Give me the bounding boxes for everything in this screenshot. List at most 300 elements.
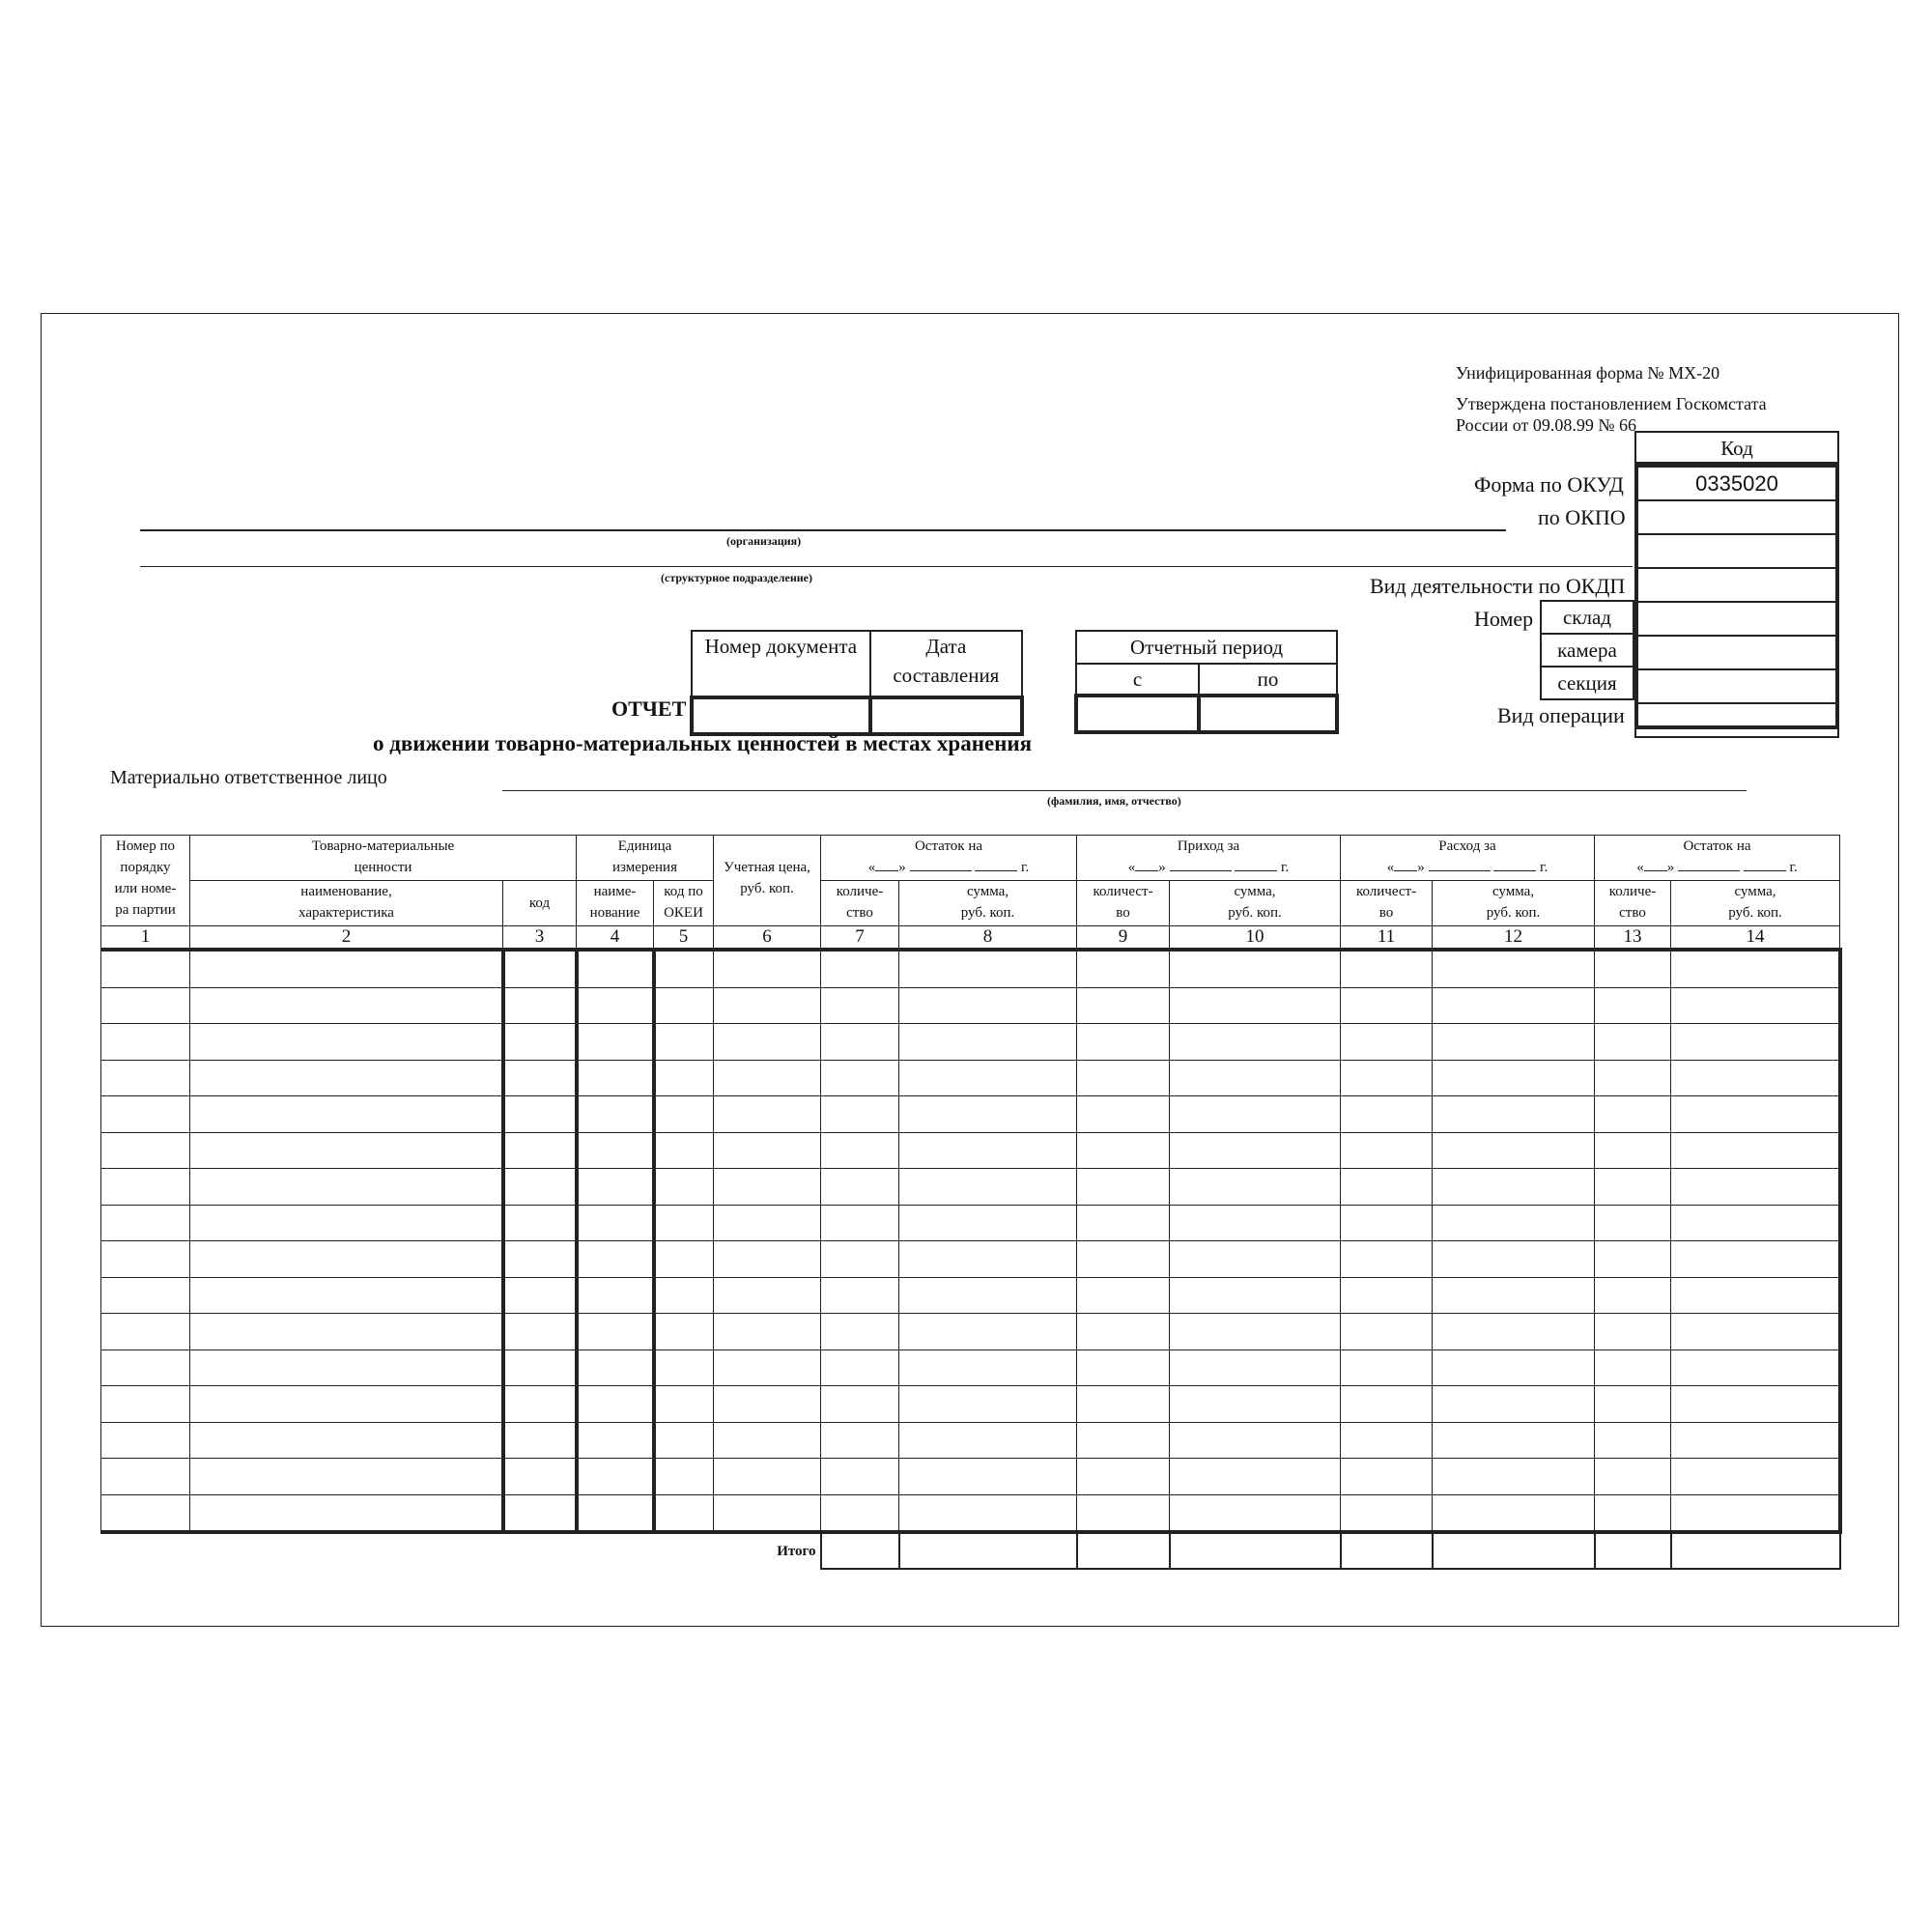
table-cell[interactable] (899, 987, 1077, 1024)
table-cell[interactable] (1671, 1060, 1840, 1096)
table-cell[interactable] (1595, 1096, 1671, 1133)
table-cell[interactable] (1077, 1350, 1170, 1386)
table-cell[interactable] (654, 1350, 714, 1386)
table-cell[interactable] (1671, 950, 1840, 987)
table-cell[interactable] (899, 1386, 1077, 1423)
table-cell[interactable] (101, 987, 190, 1024)
column-number: 10 (1170, 926, 1341, 951)
table-cell[interactable] (1077, 1060, 1170, 1096)
table-cell[interactable] (1170, 1024, 1341, 1061)
table-cell[interactable] (1433, 1169, 1595, 1206)
responsible-person-line[interactable] (502, 790, 1747, 791)
table-cell[interactable] (899, 950, 1077, 987)
table-cell[interactable] (577, 1060, 654, 1096)
table-cell[interactable] (190, 1096, 503, 1133)
organization-caption: (организация) (726, 534, 802, 548)
table-cell[interactable] (714, 1350, 821, 1386)
table-cell[interactable] (101, 1024, 190, 1061)
total-cell[interactable] (1433, 1532, 1595, 1569)
table-cell[interactable] (1595, 1169, 1671, 1206)
table-cell[interactable] (1433, 1060, 1595, 1096)
column-number: 7 (821, 926, 899, 951)
total-cell[interactable] (1595, 1532, 1671, 1569)
table-cell[interactable] (1433, 1350, 1595, 1386)
col-3-header: код (503, 881, 577, 926)
table-cell[interactable] (1341, 1314, 1433, 1350)
table-cell[interactable] (101, 1277, 190, 1314)
table-cell[interactable] (503, 1459, 577, 1495)
column-number: 1 (101, 926, 190, 951)
table-row (101, 1241, 1840, 1278)
table-cell[interactable] (1433, 1132, 1595, 1169)
table-cell[interactable] (821, 1024, 899, 1061)
table-cell[interactable] (1671, 1096, 1840, 1133)
table-cell[interactable] (1341, 1422, 1433, 1459)
balance-start-group-header: Остаток на « » г. (821, 836, 1077, 881)
goods-movement-table (100, 835, 1842, 1570)
column-number: 11 (1341, 926, 1433, 951)
table-cell[interactable] (821, 1459, 899, 1495)
table-cell[interactable] (577, 1205, 654, 1241)
table-cell[interactable] (654, 1422, 714, 1459)
table-cell[interactable] (101, 1386, 190, 1423)
section-code-field[interactable] (1635, 669, 1838, 703)
table-cell[interactable] (714, 1205, 821, 1241)
unit-group-header: Единица измерения (577, 836, 714, 881)
table-cell[interactable] (1433, 1386, 1595, 1423)
total-row (101, 1532, 1840, 1569)
table-cell[interactable] (190, 1205, 503, 1241)
form-approval-note: Утверждена постановлением Госкомстата (1456, 394, 1767, 413)
table-cell[interactable] (1671, 1386, 1840, 1423)
table-cell[interactable] (654, 1169, 714, 1206)
table-cell[interactable] (190, 1422, 503, 1459)
table-cell[interactable] (503, 950, 577, 987)
table-cell[interactable] (577, 1169, 654, 1206)
table-cell[interactable] (1671, 1241, 1840, 1278)
table-cell[interactable] (1341, 1024, 1433, 1061)
table-cell[interactable] (1077, 1314, 1170, 1350)
table-cell[interactable] (503, 1494, 577, 1532)
table-cell[interactable] (1170, 1241, 1341, 1278)
table-cell[interactable] (1433, 1024, 1595, 1061)
table-cell[interactable] (577, 1277, 654, 1314)
col-9-header: количест- во (1077, 881, 1170, 926)
table-cell[interactable] (899, 1024, 1077, 1061)
table-cell[interactable] (101, 1060, 190, 1096)
table-cell[interactable] (1341, 1060, 1433, 1096)
col-1-header: Номер по порядку или номе- ра партии (101, 836, 190, 926)
table-cell[interactable] (654, 1386, 714, 1423)
column-number: 8 (899, 926, 1077, 951)
table-cell[interactable] (1595, 1314, 1671, 1350)
table-cell[interactable] (1595, 1060, 1671, 1096)
okdp-code-field[interactable] (1635, 568, 1838, 602)
okud-label: Форма по ОКУД (1474, 472, 1624, 497)
table-cell[interactable] (1671, 1277, 1840, 1314)
table-cell[interactable] (714, 1494, 821, 1532)
col-6-header: Учетная цена, руб. коп. (714, 836, 821, 926)
table-cell[interactable] (503, 1241, 577, 1278)
table-cell[interactable] (1433, 1314, 1595, 1350)
table-row (101, 1205, 1840, 1241)
column-number: 3 (503, 926, 577, 951)
table-cell[interactable] (577, 1459, 654, 1495)
document-number-header: Номер документа (692, 631, 870, 697)
table-cell[interactable] (654, 1494, 714, 1532)
table-cell[interactable] (1671, 1169, 1840, 1206)
table-cell[interactable] (899, 1350, 1077, 1386)
table-cell[interactable] (577, 1494, 654, 1532)
table-cell[interactable] (1671, 1350, 1840, 1386)
table-cell[interactable] (1433, 987, 1595, 1024)
table-cell[interactable] (1341, 950, 1433, 987)
table-cell[interactable] (654, 1241, 714, 1278)
table-cell[interactable] (503, 1350, 577, 1386)
table-cell[interactable] (577, 987, 654, 1024)
table-cell[interactable] (101, 1205, 190, 1241)
table-cell[interactable] (1595, 1024, 1671, 1061)
table-cell[interactable] (899, 1060, 1077, 1096)
table-cell[interactable] (101, 1241, 190, 1278)
table-cell[interactable] (1671, 1459, 1840, 1495)
table-cell[interactable] (1671, 1205, 1840, 1241)
table-cell[interactable] (101, 1132, 190, 1169)
table-cell[interactable] (101, 1314, 190, 1350)
table-cell[interactable] (577, 1024, 654, 1061)
table-cell[interactable] (1077, 1024, 1170, 1061)
total-cell[interactable] (821, 1532, 899, 1569)
table-cell[interactable] (577, 950, 654, 987)
period-to-field[interactable] (1199, 696, 1337, 732)
table-cell[interactable] (1077, 1494, 1170, 1532)
form-approval-date: России от 09.08.99 № 66 (1456, 415, 1637, 435)
total-cell[interactable] (899, 1532, 1077, 1569)
table-cell[interactable] (821, 950, 899, 987)
table-cell[interactable] (899, 1422, 1077, 1459)
table-cell[interactable] (1170, 1314, 1341, 1350)
table-cell[interactable] (577, 1096, 654, 1133)
table-cell[interactable] (899, 1314, 1077, 1350)
table-cell[interactable] (1595, 1350, 1671, 1386)
table-row (101, 1169, 1840, 1206)
table-cell[interactable] (101, 1422, 190, 1459)
period-from-field[interactable] (1076, 696, 1199, 732)
table-cell[interactable] (654, 1060, 714, 1096)
table-cell[interactable] (1077, 1205, 1170, 1241)
column-number: 14 (1671, 926, 1840, 951)
table-cell[interactable] (821, 1277, 899, 1314)
table-cell[interactable] (1170, 1132, 1341, 1169)
table-row (101, 1024, 1840, 1061)
table-cell[interactable] (714, 950, 821, 987)
col-13-header: количе- ство (1595, 881, 1671, 926)
table-cell[interactable] (899, 1132, 1077, 1169)
table-cell[interactable] (654, 1205, 714, 1241)
table-cell[interactable] (1595, 1241, 1671, 1278)
table-cell[interactable] (1170, 950, 1341, 987)
table-cell[interactable] (1341, 1169, 1433, 1206)
table-cell[interactable] (714, 987, 821, 1024)
table-cell[interactable] (714, 1422, 821, 1459)
table-cell[interactable] (714, 1024, 821, 1061)
table-cell[interactable] (821, 1386, 899, 1423)
table-cell[interactable] (1170, 1422, 1341, 1459)
table-cell[interactable] (503, 1132, 577, 1169)
table-row (101, 1277, 1840, 1314)
table-cell[interactable] (503, 1169, 577, 1206)
table-cell[interactable] (714, 1132, 821, 1169)
table-cell[interactable] (1671, 1494, 1840, 1532)
column-number: 5 (654, 926, 714, 951)
okpo-extra-field[interactable] (1635, 534, 1838, 568)
table-cell[interactable] (1595, 950, 1671, 987)
table-cell[interactable] (714, 1241, 821, 1278)
table-cell[interactable] (821, 1169, 899, 1206)
table-cell[interactable] (654, 987, 714, 1024)
table-cell[interactable] (654, 1024, 714, 1061)
chamber-label: камера (1541, 634, 1634, 667)
table-cell[interactable] (821, 1241, 899, 1278)
table-cell[interactable] (101, 1096, 190, 1133)
table-row (101, 1314, 1840, 1350)
table-cell[interactable] (1077, 1169, 1170, 1206)
table-cell[interactable] (503, 1024, 577, 1061)
table-cell[interactable] (1341, 1277, 1433, 1314)
table-cell[interactable] (503, 1205, 577, 1241)
table-cell[interactable] (714, 1277, 821, 1314)
table-cell[interactable] (190, 1132, 503, 1169)
table-cell[interactable] (1671, 987, 1840, 1024)
table-cell[interactable] (577, 1132, 654, 1169)
table-cell[interactable] (654, 1132, 714, 1169)
table-cell[interactable] (1341, 1459, 1433, 1495)
table-cell[interactable] (503, 987, 577, 1024)
table-cell[interactable] (503, 1060, 577, 1096)
table-cell[interactable] (654, 1459, 714, 1495)
table-cell[interactable] (1077, 1422, 1170, 1459)
table-cell[interactable] (190, 1314, 503, 1350)
table-cell[interactable] (190, 1277, 503, 1314)
table-cell[interactable] (821, 1060, 899, 1096)
table-cell[interactable] (1077, 1277, 1170, 1314)
table-cell[interactable] (503, 1422, 577, 1459)
income-group-header: Приход за « » г. (1077, 836, 1341, 881)
table-cell[interactable] (503, 1386, 577, 1423)
total-cell[interactable] (1341, 1532, 1433, 1569)
table-cell[interactable] (821, 1494, 899, 1532)
table-cell[interactable] (1341, 987, 1433, 1024)
total-label: Итого (777, 1544, 816, 1559)
table-cell[interactable] (1077, 950, 1170, 987)
table-cell[interactable] (714, 1386, 821, 1423)
table-cell[interactable] (577, 1314, 654, 1350)
table-cell[interactable] (190, 1241, 503, 1278)
table-cell[interactable] (899, 1205, 1077, 1241)
total-cell[interactable] (1077, 1532, 1170, 1569)
table-cell[interactable] (101, 1459, 190, 1495)
table-cell[interactable] (190, 1459, 503, 1495)
table-cell[interactable] (1341, 1241, 1433, 1278)
table-cell[interactable] (1433, 950, 1595, 987)
column-number: 12 (1433, 926, 1595, 951)
table-cell[interactable] (899, 1459, 1077, 1495)
warehouse-code-field[interactable] (1635, 602, 1838, 636)
operation-code-field[interactable] (1635, 703, 1838, 737)
organization-line[interactable] (140, 529, 1506, 531)
table-cell[interactable] (1433, 1241, 1595, 1278)
document-date-header: Дата составления (870, 631, 1022, 697)
table-cell[interactable] (821, 1205, 899, 1241)
table-cell[interactable] (1595, 1132, 1671, 1169)
col-14-header: сумма, руб. коп. (1671, 881, 1840, 926)
table-cell[interactable] (101, 1494, 190, 1532)
table-cell[interactable] (1595, 1459, 1671, 1495)
table-cell[interactable] (714, 1096, 821, 1133)
codes-title: Код (1635, 432, 1838, 467)
goods-group-header: Товарно-материальные ценности (190, 836, 577, 881)
table-cell[interactable] (577, 1386, 654, 1423)
okpo-code-field[interactable] (1635, 500, 1838, 534)
operation-label: Вид операции (1497, 703, 1625, 727)
table-cell[interactable] (821, 1422, 899, 1459)
table-cell[interactable] (577, 1422, 654, 1459)
table-cell[interactable] (1170, 1060, 1341, 1096)
table-cell[interactable] (899, 1096, 1077, 1133)
table-cell[interactable] (714, 1459, 821, 1495)
table-cell[interactable] (190, 987, 503, 1024)
table-cell[interactable] (1341, 1132, 1433, 1169)
table-cell[interactable] (899, 1169, 1077, 1206)
table-cell[interactable] (899, 1494, 1077, 1532)
table-cell[interactable] (1433, 1459, 1595, 1495)
table-cell[interactable] (1077, 1132, 1170, 1169)
table-cell[interactable] (190, 1169, 503, 1206)
table-cell[interactable] (190, 1024, 503, 1061)
table-cell[interactable] (1170, 1096, 1341, 1133)
table-cell[interactable] (503, 1314, 577, 1350)
table-cell[interactable] (1595, 987, 1671, 1024)
table-cell[interactable] (577, 1241, 654, 1278)
table-cell[interactable] (1595, 1494, 1671, 1532)
table-cell[interactable] (899, 1241, 1077, 1278)
column-number: 6 (714, 926, 821, 951)
section-label: секция (1541, 667, 1634, 699)
table-cell[interactable] (1077, 1386, 1170, 1423)
division-caption: (структурное подразделение) (661, 571, 812, 584)
table-cell[interactable] (101, 1350, 190, 1386)
table-cell[interactable] (1671, 1422, 1840, 1459)
table-cell[interactable] (821, 1096, 899, 1133)
table-cell[interactable] (1170, 987, 1341, 1024)
table-cell[interactable] (1341, 1350, 1433, 1386)
table-cell[interactable] (1341, 1096, 1433, 1133)
table-cell[interactable] (1671, 1024, 1840, 1061)
table-cell[interactable] (190, 1386, 503, 1423)
table-cell[interactable] (654, 1277, 714, 1314)
table-cell[interactable] (1595, 1386, 1671, 1423)
codes-table (1634, 431, 1839, 738)
table-cell[interactable] (714, 1169, 821, 1206)
table-cell[interactable] (1170, 1350, 1341, 1386)
table-cell[interactable] (821, 1350, 899, 1386)
table-cell[interactable] (1433, 1422, 1595, 1459)
column-number: 4 (577, 926, 654, 951)
column-number: 9 (1077, 926, 1170, 951)
total-cell[interactable] (1671, 1532, 1840, 1569)
table-cell[interactable] (821, 987, 899, 1024)
table-cell[interactable] (821, 1132, 899, 1169)
reporting-period-header: Отчетный период (1076, 631, 1337, 664)
table-cell[interactable] (1341, 1205, 1433, 1241)
table-cell[interactable] (190, 1350, 503, 1386)
table-cell[interactable] (1671, 1132, 1840, 1169)
table-cell[interactable] (1170, 1169, 1341, 1206)
table-cell[interactable] (1433, 1494, 1595, 1532)
table-cell[interactable] (1170, 1205, 1341, 1241)
table-cell[interactable] (1077, 1459, 1170, 1495)
table-cell[interactable] (714, 1060, 821, 1096)
table-cell[interactable] (190, 950, 503, 987)
table-cell[interactable] (654, 1314, 714, 1350)
table-cell[interactable] (1077, 1241, 1170, 1278)
table-cell[interactable] (101, 1169, 190, 1206)
table-cell[interactable] (1170, 1386, 1341, 1423)
table-cell[interactable] (1170, 1494, 1341, 1532)
table-cell[interactable] (899, 1277, 1077, 1314)
table-cell[interactable] (821, 1314, 899, 1350)
table-cell[interactable] (1341, 1494, 1433, 1532)
table-cell[interactable] (101, 950, 190, 987)
table-cell[interactable] (577, 1350, 654, 1386)
table-cell[interactable] (190, 1060, 503, 1096)
table-cell[interactable] (1595, 1205, 1671, 1241)
table-cell[interactable] (1433, 1277, 1595, 1314)
total-cell[interactable] (1170, 1532, 1341, 1569)
table-cell[interactable] (1077, 1096, 1170, 1133)
okdp-label: Вид деятельности по ОКДП (1370, 574, 1626, 598)
table-cell[interactable] (503, 1277, 577, 1314)
table-cell[interactable] (714, 1314, 821, 1350)
table-cell[interactable] (1077, 987, 1170, 1024)
table-cell[interactable] (190, 1494, 503, 1532)
col-12-header: сумма, руб. коп. (1433, 881, 1595, 926)
number-label: Номер (1474, 607, 1534, 631)
division-line[interactable] (140, 566, 1633, 567)
table-cell[interactable] (503, 1096, 577, 1133)
document-number-field[interactable] (692, 697, 870, 734)
chamber-code-field[interactable] (1635, 636, 1838, 669)
table-cell[interactable] (1595, 1277, 1671, 1314)
col-10-header: сумма, руб. коп. (1170, 881, 1341, 926)
table-cell[interactable] (1433, 1205, 1595, 1241)
table-cell[interactable] (1341, 1386, 1433, 1423)
table-cell[interactable] (1433, 1096, 1595, 1133)
table-cell[interactable] (1170, 1277, 1341, 1314)
table-row (101, 1422, 1840, 1459)
col-11-header: количест- во (1341, 881, 1433, 926)
table-cell[interactable] (1595, 1422, 1671, 1459)
expense-group-header: Расход за « » г. (1341, 836, 1595, 881)
table-cell[interactable] (1671, 1314, 1840, 1350)
storage-place-labels (1540, 600, 1634, 700)
document-date-field[interactable] (870, 697, 1022, 734)
table-cell[interactable] (654, 1096, 714, 1133)
report-word: ОТЧЕТ (611, 696, 687, 721)
table-cell[interactable] (1170, 1459, 1341, 1495)
okud-code-value[interactable]: 0335020 (1635, 467, 1838, 501)
table-cell[interactable] (654, 950, 714, 987)
